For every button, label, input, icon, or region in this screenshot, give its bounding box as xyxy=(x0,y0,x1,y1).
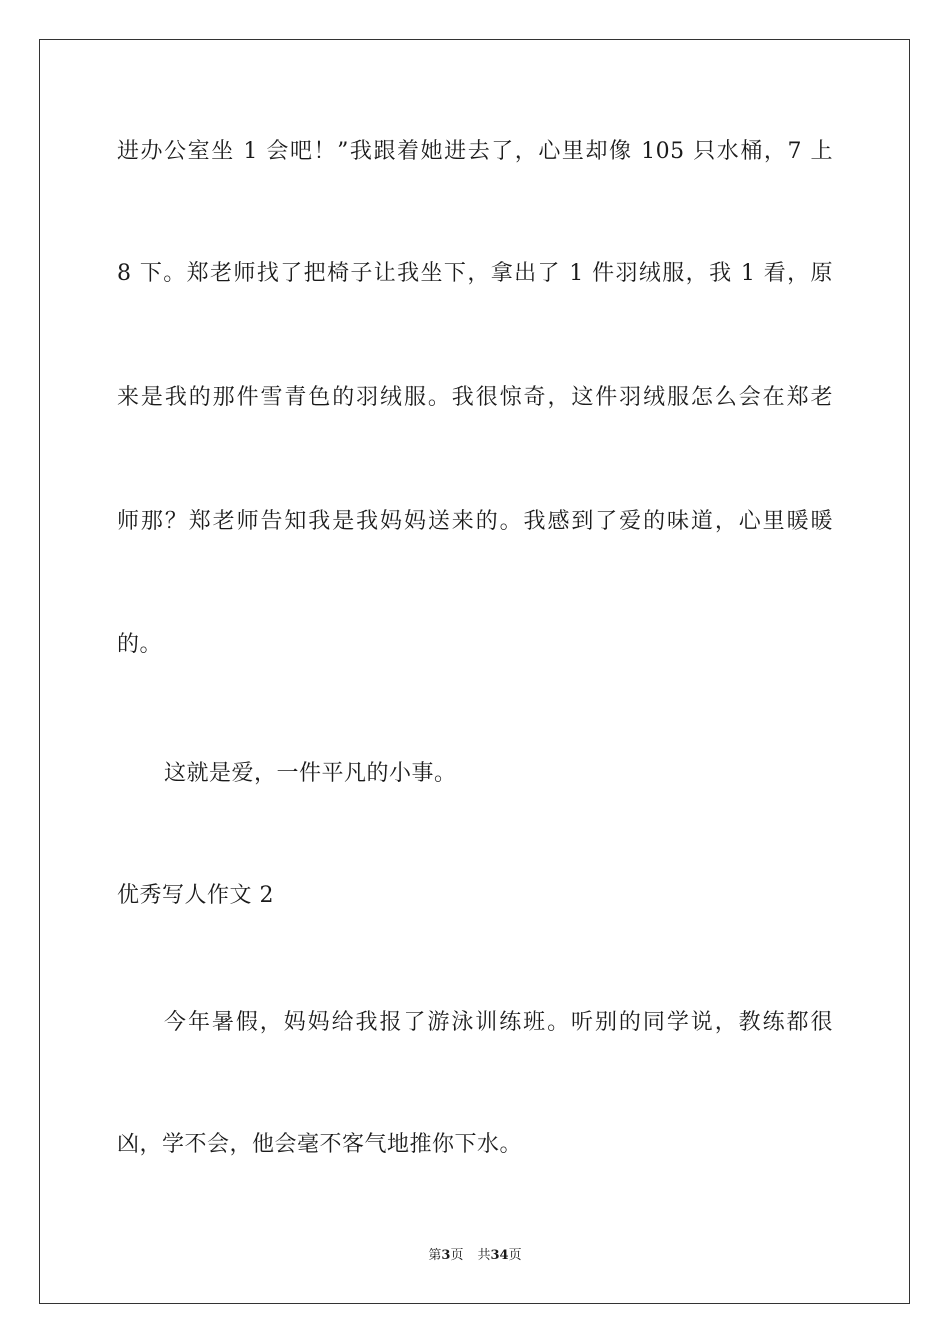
page-prefix: 第 xyxy=(428,1248,442,1263)
total-pages: 34 xyxy=(490,1248,509,1263)
paragraph-line: 凶，学不会，他会毫不客气地推你下水。 xyxy=(117,1132,523,1157)
paragraph-line: 师那？郑老师告知我是我妈妈送来的。我感到了爱的味道，心里暖暖 xyxy=(117,509,833,534)
page-number: 3 xyxy=(441,1248,451,1263)
total-prefix: 共 xyxy=(477,1248,491,1263)
page-suffix: 页 xyxy=(450,1248,464,1263)
paragraph-line: 的。 xyxy=(117,632,163,657)
page-footer xyxy=(0,1247,950,1265)
paragraph-line: 今年暑假，妈妈给我报了游泳训练班。听别的同学说，教练都很 xyxy=(164,1010,833,1035)
total-suffix: 页 xyxy=(508,1248,522,1263)
section-heading: 优秀写人作文 2 xyxy=(117,883,274,908)
page-border xyxy=(39,39,910,1304)
paragraph-line: 8 下。郑老师找了把椅子让我坐下，拿出了 1 件羽绒服，我 1 看，原 xyxy=(117,261,833,286)
paragraph-line: 进办公室坐 1 会吧！”我跟着她进去了，心里却像 105 只水桶，7 上 xyxy=(117,139,833,164)
paragraph-line: 这就是爱，一件平凡的小事。 xyxy=(164,761,457,786)
paragraph-line: 来是我的那件雪青色的羽绒服。我很惊奇，这件羽绒服怎么会在郑老 xyxy=(117,385,833,410)
